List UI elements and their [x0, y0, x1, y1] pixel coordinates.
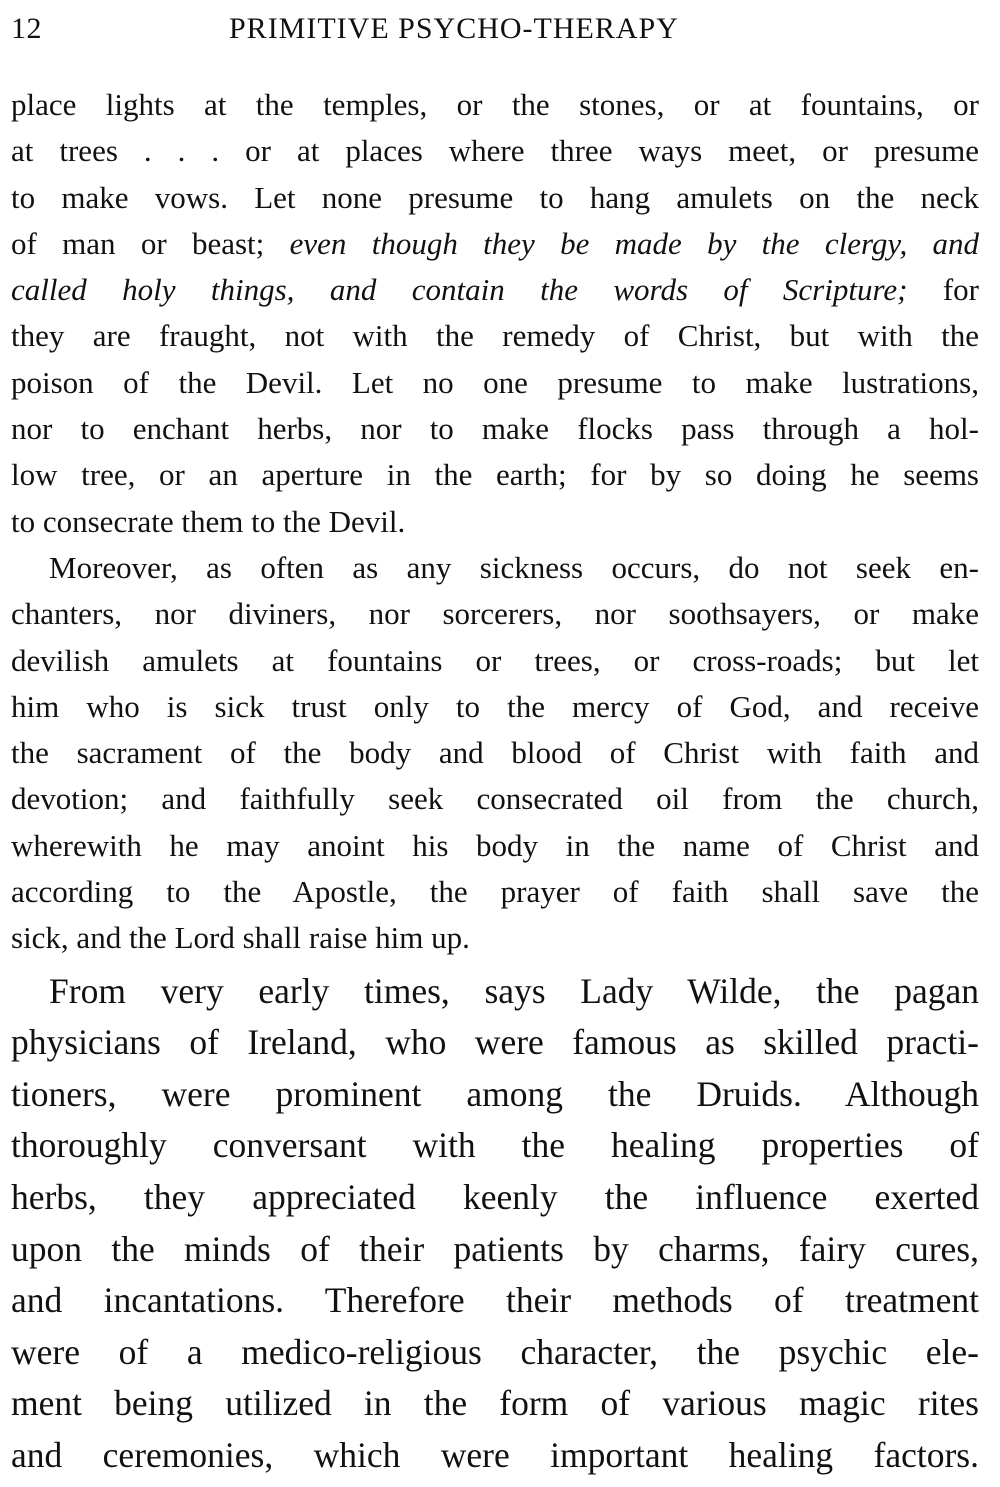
text-segment: for [942, 272, 979, 308]
text-line: the sacrament of the body and blood of Christ with faith and [11, 735, 979, 771]
text-line: place lights at the temples, or the stones, or at fountains, or [11, 87, 979, 122]
text-line: poison of the Devil. Let no one presume to make lustrations, [11, 364, 979, 400]
running-title: PRIMITIVE PSYCHO-THERAPY [229, 12, 679, 45]
body-paragraph [11, 966, 979, 1482]
text-line: herbs, they appreciated keenly the influence exerted [11, 1177, 979, 1218]
text-line: physicians of Ireland, who were famous as skilled practi- [11, 1022, 979, 1063]
text-line: chanters, nor diviners, nor sorcerers, nor soothsayers, or make [11, 596, 979, 632]
text-line: tioners, were prominent among the Druids. Although [11, 1073, 979, 1114]
text-line: nor to enchant herbs, nor to make flocks pass through a hol- [11, 411, 979, 447]
running-head [11, 12, 979, 52]
text-line: him who is sick trust only to the mercy of God, and receive [11, 688, 979, 724]
text-line: ment being utilized in the form of various magic rites [11, 1383, 979, 1424]
text-line-mixed [11, 221, 979, 267]
italic-segment: called holy things, and contain the words of Scripture; [11, 272, 908, 308]
text-line: wherewith he may anoint his body in the name of Christ and [11, 827, 979, 863]
text-line: low tree, or an aperture in the earth; for by so doing he seems [11, 457, 979, 493]
page-number: 12 [11, 12, 42, 45]
text-line: according to the Apostle, the prayer of faith shall save the [11, 874, 979, 910]
text-segment: of man or beast; [11, 225, 265, 261]
text-line: were of a medico-religious character, the psychic ele- [11, 1331, 979, 1372]
text-line: upon the minds of their patients by charms, fairy cures, [11, 1228, 979, 1269]
italic-segment: even though they be made by the clergy, and [289, 225, 980, 261]
book-page [11, 12, 979, 1482]
text-line: to make vows. Let none presume to hang amulets on the neck [11, 179, 979, 215]
text-line: sick, and the Lord shall raise him up. [11, 920, 470, 956]
text-line-mixed [11, 267, 979, 313]
quoted-text-block [11, 82, 979, 962]
text-line: devotion; and faithfully seek consecrated oil from the church, [11, 781, 979, 817]
text-line: to consecrate them to the Devil. [11, 503, 406, 539]
text-line: thoroughly conversant with the healing properties of [11, 1125, 979, 1166]
text-line: they are fraught, not with the remedy of Christ, but with the [11, 318, 979, 354]
text-line: and incantations. Therefore their methods of treatment [11, 1280, 979, 1321]
text-line: and ceremonies, which were important healing factors. [11, 1434, 979, 1475]
text-line: at trees . . . or at places where three ways meet, or presume [11, 133, 979, 169]
text-line: devilish amulets at fountains or trees, or cross-roads; but let [11, 642, 979, 678]
text-line: From very early times, says Lady Wilde, the pagan [49, 970, 979, 1011]
text-line: Moreover, as often as any sickness occurs, do not seek en- [49, 549, 979, 585]
